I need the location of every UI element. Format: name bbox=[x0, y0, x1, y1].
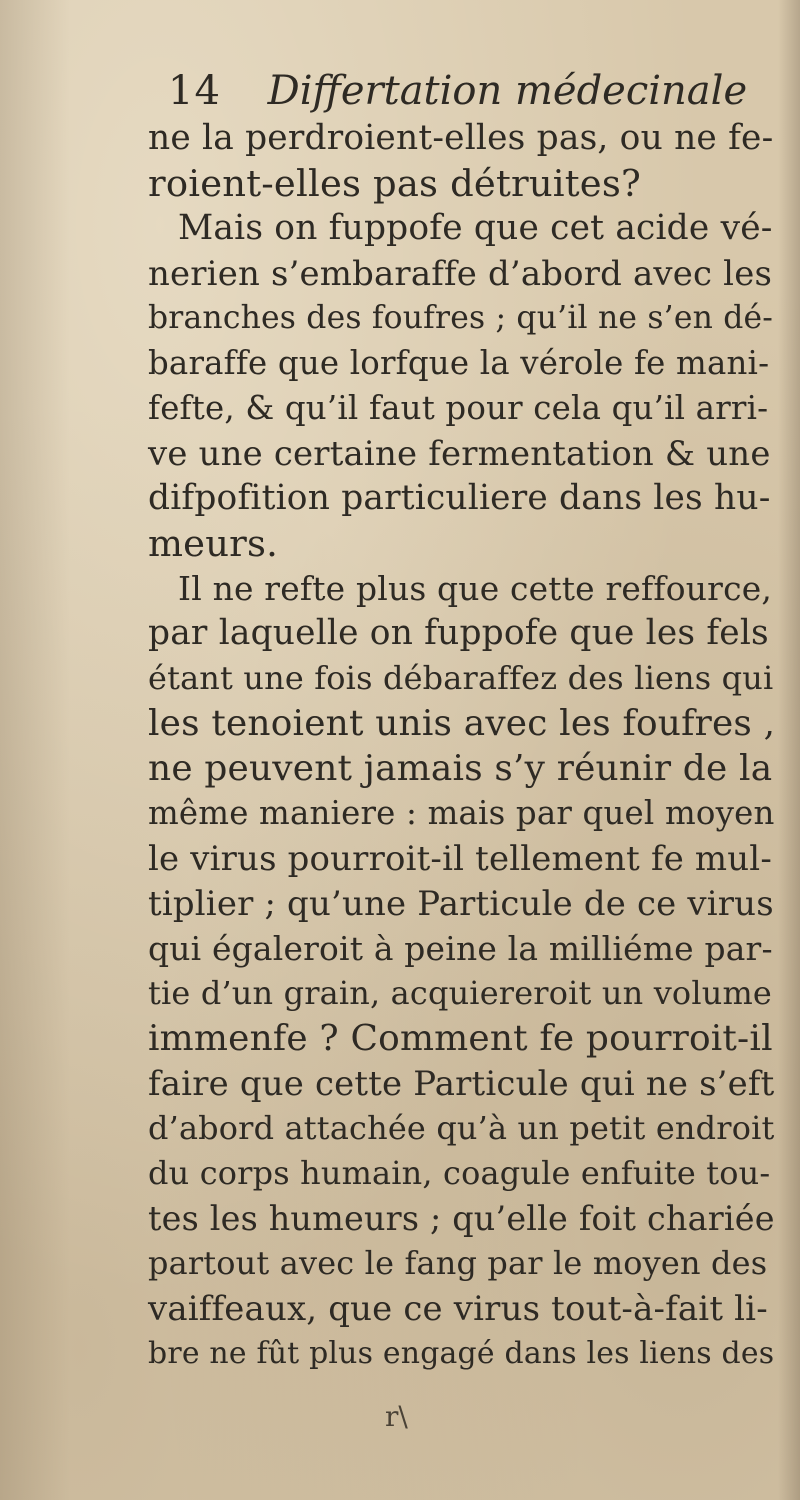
text-line: tie d’un grain, acquiereroit un volume bbox=[148, 974, 772, 1012]
text-line: étant une fois débaraffez des liens qui bbox=[148, 659, 774, 697]
text-line: vaiffeaux, que ce virus tout-à-fait li- bbox=[148, 1289, 768, 1328]
page-header bbox=[168, 66, 747, 116]
text-line: baraffe que lorfque la vérole fe mani- bbox=[148, 344, 770, 382]
text-line: difpofition particuliere dans les hu- bbox=[148, 478, 771, 518]
text-line: faire que cette Particule qui ne s’eft bbox=[148, 1064, 775, 1103]
text-line: ne la perdroient-elles pas, ou ne fe- bbox=[148, 118, 774, 158]
text-line: nerien s’embaraffe d’abord avec les bbox=[148, 254, 773, 293]
text-line: tiplier ; qu’une Particule de ce virus bbox=[148, 884, 774, 923]
text-line: qui égaleroit à peine la milliéme par- bbox=[148, 929, 773, 968]
text-line: roient-elles pas détruites? bbox=[148, 162, 641, 205]
text-line: partout avec le fang par le moyen des bbox=[148, 1244, 768, 1282]
text-line: ne peuvent jamais s’y réunir de la bbox=[148, 748, 773, 789]
text-line: le virus pourroit-il tellement fe mul- bbox=[148, 839, 772, 878]
binding-shadow bbox=[0, 0, 70, 1500]
page-edge-shadow bbox=[778, 0, 800, 1500]
text-line: même maniere : mais par quel moyen bbox=[148, 794, 775, 832]
page-number: 14 bbox=[168, 68, 221, 114]
text-line: Mais on fuppofe que cet acide vé- bbox=[178, 208, 773, 248]
text-line: par laquelle on fuppofe que les fels bbox=[148, 613, 769, 653]
text-line: Il ne refte plus que cette reffource, bbox=[178, 569, 773, 608]
text-line: les tenoient unis avec les foufres , bbox=[148, 703, 776, 744]
text-line: tes les humeurs ; qu’elle foit chariée bbox=[148, 1199, 775, 1238]
text-line: fefte, & qu’il faut pour cela qu’il arri- bbox=[148, 389, 769, 427]
running-title: Differtation médecinale bbox=[267, 68, 748, 114]
footer-mark: r\ bbox=[385, 1400, 408, 1433]
text-line: du corps humain, coagule enfuite tou- bbox=[148, 1154, 771, 1192]
text-line: meurs. bbox=[148, 522, 279, 565]
text-line: branches des foufres ; qu’il ne s’en dé- bbox=[148, 300, 774, 336]
text-line: d’abord attachée qu’à un petit endroit bbox=[148, 1109, 775, 1147]
text-line: bre ne fût plus engagé dans les liens des bbox=[148, 1336, 775, 1371]
text-line: immenfe ? Comment fe pourroit-il bbox=[148, 1018, 773, 1059]
text-line: ve une certaine fermentation & une bbox=[148, 434, 771, 473]
